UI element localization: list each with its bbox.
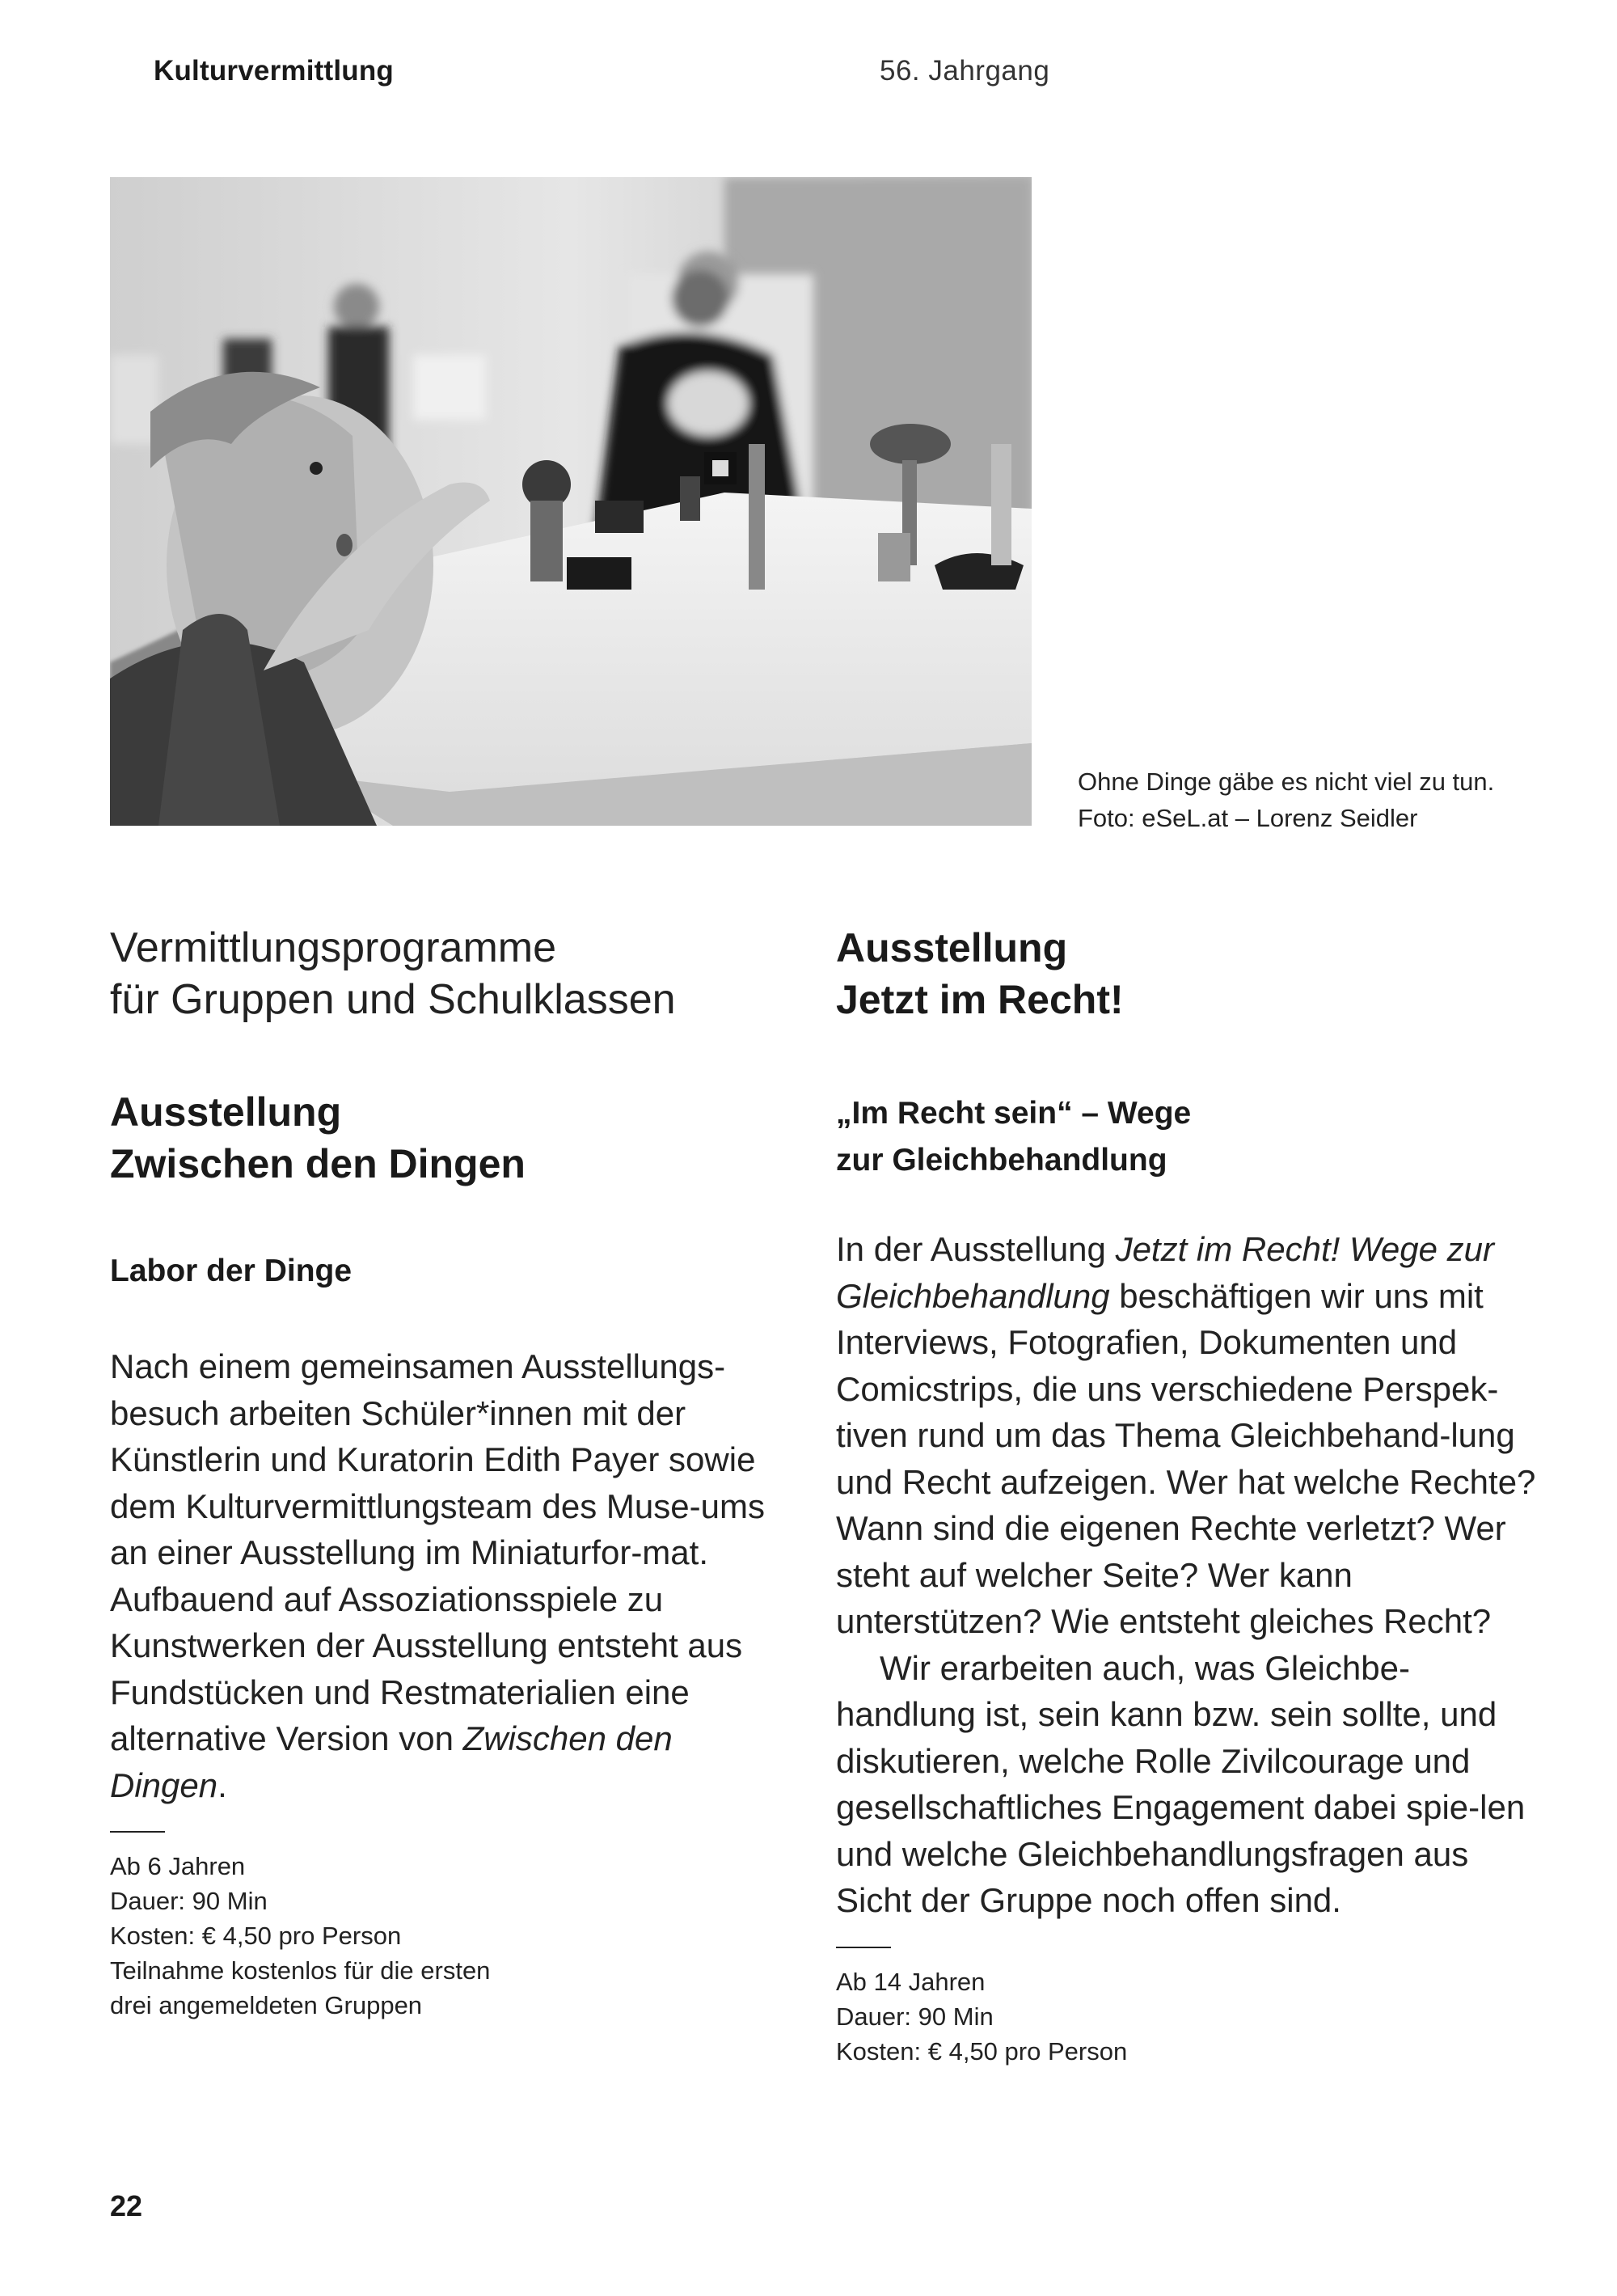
exhibition-title-line-1: Ausstellung bbox=[110, 1089, 342, 1135]
photo-children-at-table bbox=[110, 177, 1032, 826]
description-end: . bbox=[217, 1765, 227, 1804]
detail-age: Ab 14 Jahren bbox=[836, 1967, 986, 1996]
issue-label: 56. Jahrgang bbox=[880, 55, 1050, 87]
exhibition-title-line-2: Zwischen den Dingen bbox=[110, 1141, 526, 1186]
intro-line-2: für Gruppen und Schulklassen bbox=[110, 976, 676, 1023]
exhibition-title-line-2: Jetzt im Recht! bbox=[836, 977, 1124, 1022]
program-description bbox=[110, 1343, 781, 1808]
description-italic-title: Zwischen den Dingen bbox=[110, 1719, 673, 1804]
program-details bbox=[110, 1849, 781, 2023]
program-title-line-2: zur Gleichbehandlung bbox=[836, 1143, 1167, 1178]
intro-line-1: Vermittlungsprogramme bbox=[110, 924, 556, 971]
detail-free-line-2: drei angemeldeten Gruppen bbox=[110, 1991, 423, 2019]
left-column bbox=[110, 922, 781, 2023]
exhibition-title bbox=[836, 922, 1539, 1025]
description-text: beschäftigen wir uns mit Interviews, Fotografien, Dokumenten und Comicstrips, die uns verschiedene Perspek-tiven rund um das Thema Gleichbehand-lung und Recht aufzeigen. Wer hat welche Rechte? Wann sind die eigenen Rechte verletzt? Wer steht auf welcher Seite? Wer kann unterstützen? Wie entsteht gleiches Recht? bbox=[836, 1276, 1536, 1640]
exhibition-title bbox=[110, 1086, 781, 1190]
photo-credit: Foto: eSeL.at – Lorenz Seidler bbox=[1078, 804, 1418, 832]
divider-rule bbox=[110, 1831, 165, 1833]
detail-cost: Kosten: € 4,50 pro Person bbox=[110, 1922, 402, 1950]
detail-duration: Dauer: 90 Min bbox=[110, 1887, 268, 1915]
program-details bbox=[836, 1964, 1539, 2069]
photo-image bbox=[110, 177, 1032, 826]
exhibition-title-line-1: Ausstellung bbox=[836, 925, 1068, 970]
detail-age: Ab 6 Jahren bbox=[110, 1852, 246, 1880]
divider-rule bbox=[836, 1947, 891, 1948]
section-label: Kulturvermittlung bbox=[154, 55, 395, 87]
photo-caption bbox=[1078, 763, 1494, 836]
program-title-line-1: „Im Recht sein“ – Wege bbox=[836, 1096, 1192, 1131]
detail-free-line-1: Teilnahme kostenlos für die ersten bbox=[110, 1956, 491, 1985]
description-italic-title: Jetzt im Recht! Wege zur Gleichbehandlung bbox=[836, 1230, 1494, 1315]
program-description bbox=[836, 1226, 1539, 1645]
program-description-2: Wir erarbeiten auch, was Gleichbe-handlung ist, sein kann bzw. sein sollte, und diskutieren, welche Rolle Zivilcourage und gesellschaftliches Engagement dabei spie-len und welche Gleichbehandlungsfragen aus Sicht der Gruppe noch offen sind. bbox=[836, 1648, 1526, 1919]
intro-heading bbox=[110, 922, 781, 1025]
description-text: Nach einem gemeinsamen Ausstellungs-besuch arbeiten Schüler*innen mit der Künstlerin und Kuratorin Edith Payer sowie dem Kulturvermittlungsteam des Muse-ums an einer Ausstellung im Miniaturfor-mat. Aufbauend auf Assoziationsspiele zu Kunstwerken der Ausstellung entsteht aus Fundstücken und Restmaterialien eine alternative Version von bbox=[110, 1347, 765, 1757]
description-intro: In der Ausstellung bbox=[836, 1230, 1116, 1268]
caption-text: Ohne Dinge gäbe es nicht viel zu tun. bbox=[1078, 767, 1495, 796]
detail-cost: Kosten: € 4,50 pro Person bbox=[836, 2036, 1128, 2066]
page-number: 22 bbox=[110, 2189, 143, 2222]
program-title bbox=[836, 1090, 1539, 1184]
detail-duration: Dauer: 90 Min bbox=[836, 2002, 994, 2031]
right-column bbox=[836, 922, 1539, 2069]
program-title: Labor der Dinge bbox=[110, 1254, 353, 1288]
